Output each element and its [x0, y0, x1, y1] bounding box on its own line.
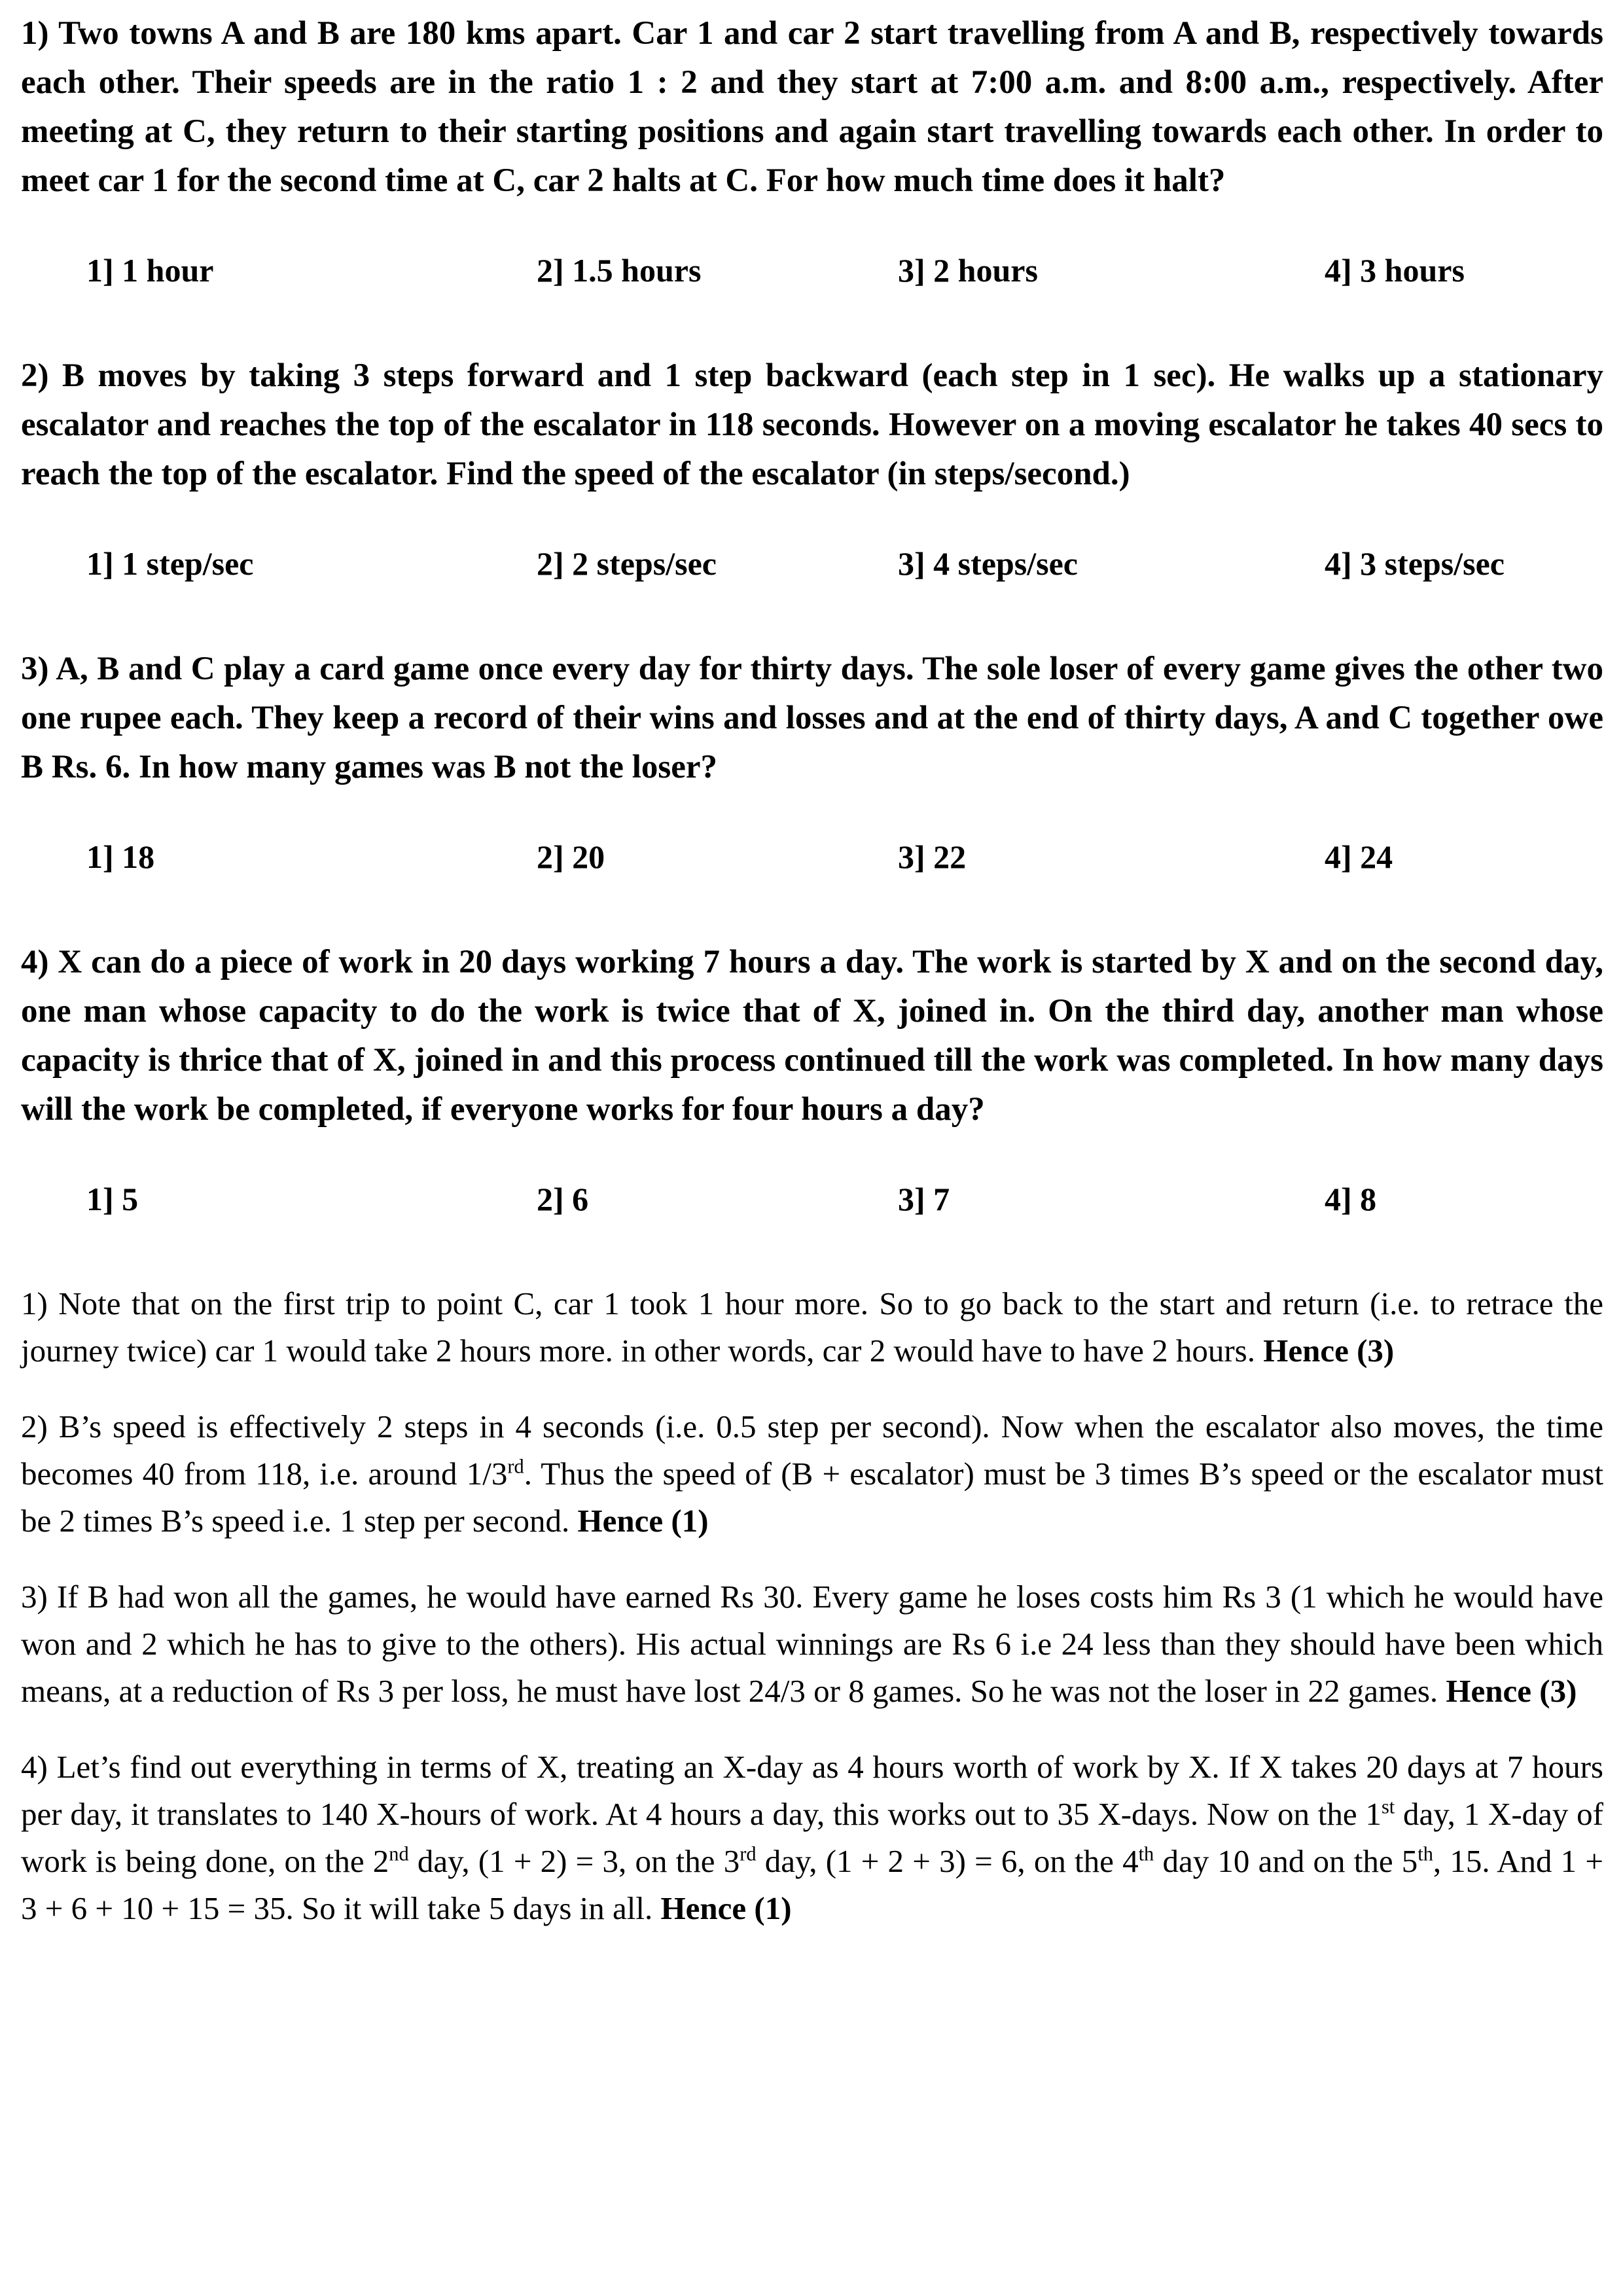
spacer: [21, 882, 1603, 938]
question-2-text: 2) B moves by taking 3 steps forward and 1 step backward (each step in 1 sec). He walks up a stationary escalator and reaches the top of the escalator in 118 seconds. However on a moving escalator he takes 40 secs to reach the top of the escalator. Find the speed of the escalator (in steps/second.): [21, 357, 1603, 492]
solution-4-segment-3: day, (1 + 2) = 3, on the 3: [408, 1843, 740, 1879]
question-4-option-2[interactable]: 2] 6: [537, 1181, 589, 1217]
spacer: [21, 499, 1603, 539]
solution-4-ordinal-5th: th: [1418, 1842, 1433, 1865]
spacer: [21, 792, 1603, 833]
solution-4-segment-1: 4) Let’s find out everything in terms of X, treating an X-day as 4 hours worth of work by X. If X takes 20 days at 7 hours per day, it translates to 140 X-hours of work. At 4 hours a day, this works out to 35 X-days. Now on the 1: [21, 1749, 1603, 1832]
solution-1: [21, 1280, 1603, 1374]
solution-2-body-part-1: 2) B’s speed is effectively 2 steps in 4 seconds (i.e. 0.5 step per second). Now when the escalator also moves, the time becomes 40 from 118, i.e. around 1/3: [21, 1408, 1603, 1492]
question-1-options: [21, 246, 1603, 295]
solution-4-ordinal-4th: th: [1138, 1842, 1154, 1865]
solution-4-segment-5: day 10 and on the 5: [1154, 1843, 1418, 1879]
solution-2-ordinal-suffix: rd: [507, 1455, 524, 1478]
question-2-option-3[interactable]: 3] 4 steps/sec: [898, 545, 1078, 582]
spacer: [21, 206, 1603, 246]
question-2-option-4[interactable]: 4] 3 steps/sec: [1325, 545, 1505, 582]
question-4-option-3[interactable]: 3] 7: [898, 1181, 950, 1217]
question-1-text: 1) Two towns A and B are 180 kms apart. Car 1 and car 2 start travelling from A and B, respectively towards each other. Their speeds are in the ratio 1 : 2 and they start at 7:00 a.m. and 8:00 a.m., respectively. After meeting at C, they return to their starting positions and again start travelling towards each other. In order to meet car 1 for the second time at C, car 2 halts at C. For how much time does it halt?: [21, 15, 1603, 199]
solution-4-ordinal-1st: st: [1381, 1795, 1395, 1818]
question-2-options: [21, 539, 1603, 588]
solution-4-segment-4: day, (1 + 2 + 3) = 6, on the 4: [756, 1843, 1139, 1879]
question-3-text: 3) A, B and C play a card game once every day for thirty days. The sole loser of every game gives the other two one rupee each. They keep a record of their wins and losses and at the end of thirty days, A and C together owe B Rs. 6. In how many games was B not the loser?: [21, 651, 1603, 785]
question-3-option-1[interactable]: 1] 18: [86, 838, 155, 875]
solution-3-body: 3) If B had won all the games, he would have earned Rs 30. Every game he loses costs him Rs 3 (1 which he would have won and 2 which he has to give to the others). His actual winnings are Rs 6 i.e 24 less than they should have been which means, at a reduction of Rs 3 per loss, he must have lost 24/3 or 8 games. So he was not the loser in 22 games.: [21, 1579, 1603, 1709]
solution-4-answer: Hence (1): [660, 1890, 792, 1926]
solution-4-ordinal-3rd: rd: [740, 1842, 757, 1865]
question-4-text: 4) X can do a piece of work in 20 days working 7 hours a day. The work is started by X and on the second day, one man whose capacity to do the work is twice that of X, joined in. On the third day, another man whose capacity is thrice that of X, joined in and this process continued till the work was completed. In how many days will the work be completed, if everyone works for four hours a day?: [21, 944, 1603, 1128]
solution-1-answer: Hence (3): [1263, 1333, 1395, 1369]
question-4-option-1[interactable]: 1] 5: [86, 1181, 139, 1217]
spacer: [21, 1545, 1603, 1573]
question-2-option-2[interactable]: 2] 2 steps/sec: [537, 545, 717, 582]
spacer: [21, 1715, 1603, 1744]
question-2-option-1[interactable]: 1] 1 step/sec: [86, 545, 254, 582]
spacer: [21, 295, 1603, 351]
question-3-option-2[interactable]: 2] 20: [537, 838, 605, 875]
solution-4-ordinal-2nd: nd: [389, 1842, 409, 1865]
spacer: [21, 1224, 1603, 1280]
question-3-option-4[interactable]: 4] 24: [1325, 838, 1393, 875]
solution-1-body: 1) Note that on the first trip to point C, car 1 took 1 hour more. So to go back to the start and return (i.e. to retrace the journey twice) car 1 would take 2 hours more. in other words, car 2 would have to have 2 hours.: [21, 1285, 1603, 1369]
question-1-option-1[interactable]: 1] 1 hour: [86, 252, 214, 289]
solution-2: [21, 1403, 1603, 1545]
spacer: [21, 1374, 1603, 1403]
solution-3: [21, 1573, 1603, 1715]
question-1-option-4[interactable]: 4] 3 hours: [1325, 252, 1465, 289]
solution-4-segment-2: day, 1 X-day of work is being done, on the 2: [21, 1796, 1603, 1879]
solution-4-segment-6: , 15. And 1 + 3 + 6 + 10 + 15 = 35. So it will take 5 days in all.: [21, 1843, 1603, 1926]
question-1-option-3[interactable]: 3] 2 hours: [898, 252, 1038, 289]
question-3-option-3[interactable]: 3] 22: [898, 838, 967, 875]
question-4-options: [21, 1175, 1603, 1224]
question-4-option-4[interactable]: 4] 8: [1325, 1181, 1377, 1217]
solution-4: [21, 1744, 1603, 1932]
solution-3-answer: Hence (3): [1446, 1673, 1577, 1709]
solution-2-body-part-2: . Thus the speed of (B + escalator) must be 3 times B’s speed or the escalator must be 2 times B’s speed i.e. 1 step per second.: [21, 1456, 1604, 1539]
spacer: [21, 588, 1603, 645]
question-3-options: [21, 833, 1603, 882]
question-1-option-2[interactable]: 2] 1.5 hours: [537, 252, 702, 289]
solution-2-answer: Hence (1): [577, 1503, 709, 1539]
spacer: [21, 1134, 1603, 1175]
